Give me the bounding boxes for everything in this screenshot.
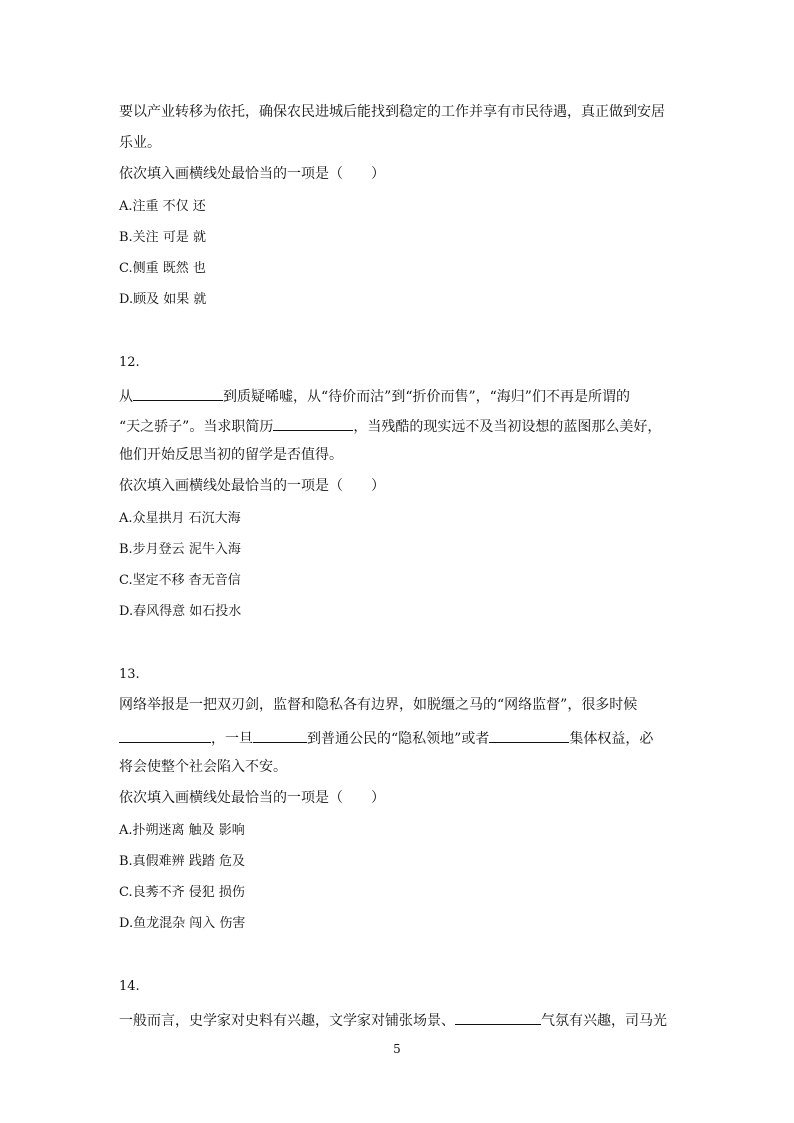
q12-l2-text-a: “天之骄子”。当求职简历	[119, 419, 274, 435]
blank-line	[273, 415, 353, 431]
page-number: 5	[393, 1042, 401, 1056]
q12-option-d: D.春风得意 如石投水	[119, 604, 242, 619]
q13-option-d: D.鱼龙混杂 闯入 伤害	[119, 916, 246, 931]
q11-option-b: B.关注 可是 就	[119, 230, 206, 245]
q13-option-a: A.扑朔迷离 触及 影响	[119, 823, 245, 838]
blank-line	[455, 1009, 541, 1025]
q14-l1-text-a: 一般而言，史学家对史料有兴趣，文学家对铺张场景、	[119, 1013, 455, 1029]
q13-stem-line-3: 将会使整个社会陷入不安。	[119, 759, 287, 775]
q11-option-a: A.注重 不仅 还	[119, 199, 206, 214]
q13-l2-text-b: 到普通公民的“隐私领地”或者	[307, 731, 490, 747]
q13-number: 13.	[119, 667, 140, 682]
blank-line	[253, 727, 307, 743]
blank-line	[119, 727, 211, 743]
q12-stem-line-3: 他们开始反思当初的留学是否值得。	[119, 447, 343, 463]
q13-option-b: B.真假难辨 践踏 危及	[119, 854, 245, 869]
q11-prompt: 依次填入画横线处最恰当的一项是（ ）	[119, 166, 385, 182]
q12-number: 12.	[119, 355, 140, 370]
q12-option-b: B.步月登云 泥牛入海	[119, 542, 241, 557]
q11-option-c: C.侧重 既然 也	[119, 261, 206, 276]
q12-stem-line-1	[119, 385, 630, 406]
blank-line	[133, 385, 223, 401]
q12-option-c: C.坚定不移 杳无音信	[119, 573, 241, 588]
q12-l2-text-b: ，当残酷的现实远不及当初设想的蓝图那么美好，	[353, 419, 662, 435]
q12-option-a: A.众星拱月 石沉大海	[119, 511, 241, 526]
q11-stem-line-1: 要以产业转移为依托，确保农民进城后能找到稳定的工作并享有市民待遇，真正做到安居	[119, 104, 665, 120]
q13-stem-line-2	[119, 727, 653, 748]
q14-l1-text-b: 气氛有兴趣，司马光	[541, 1013, 667, 1029]
q13-stem-line-1: 网络举报是一把双刃剑，监督和隐私各有边界，如脱缰之马的“网络监督”，很多时候	[119, 697, 638, 713]
q13-option-c: C.良莠不齐 侵犯 损伤	[119, 885, 245, 900]
q11-option-d: D.顾及 如果 就	[119, 292, 207, 307]
q12-l1-text-b: 到质疑唏嘘，从“待价而沽”到“折价而售”，“海归”们不再是所谓的	[223, 389, 630, 405]
q12-prompt: 依次填入画横线处最恰当的一项是（ ）	[119, 478, 385, 494]
q14-stem-line-1	[119, 1009, 667, 1030]
q14-number: 14.	[119, 979, 140, 994]
q11-stem-line-2: 乐业。	[119, 135, 161, 151]
q13-l2-text-a: ，一旦	[211, 731, 253, 747]
q12-stem-line-2	[119, 415, 661, 436]
q12-l1-text-a: 从	[119, 389, 133, 405]
blank-line	[489, 727, 569, 743]
q13-prompt: 依次填入画横线处最恰当的一项是（ ）	[119, 790, 385, 806]
q13-l2-text-c: 集体权益，必	[569, 731, 654, 747]
